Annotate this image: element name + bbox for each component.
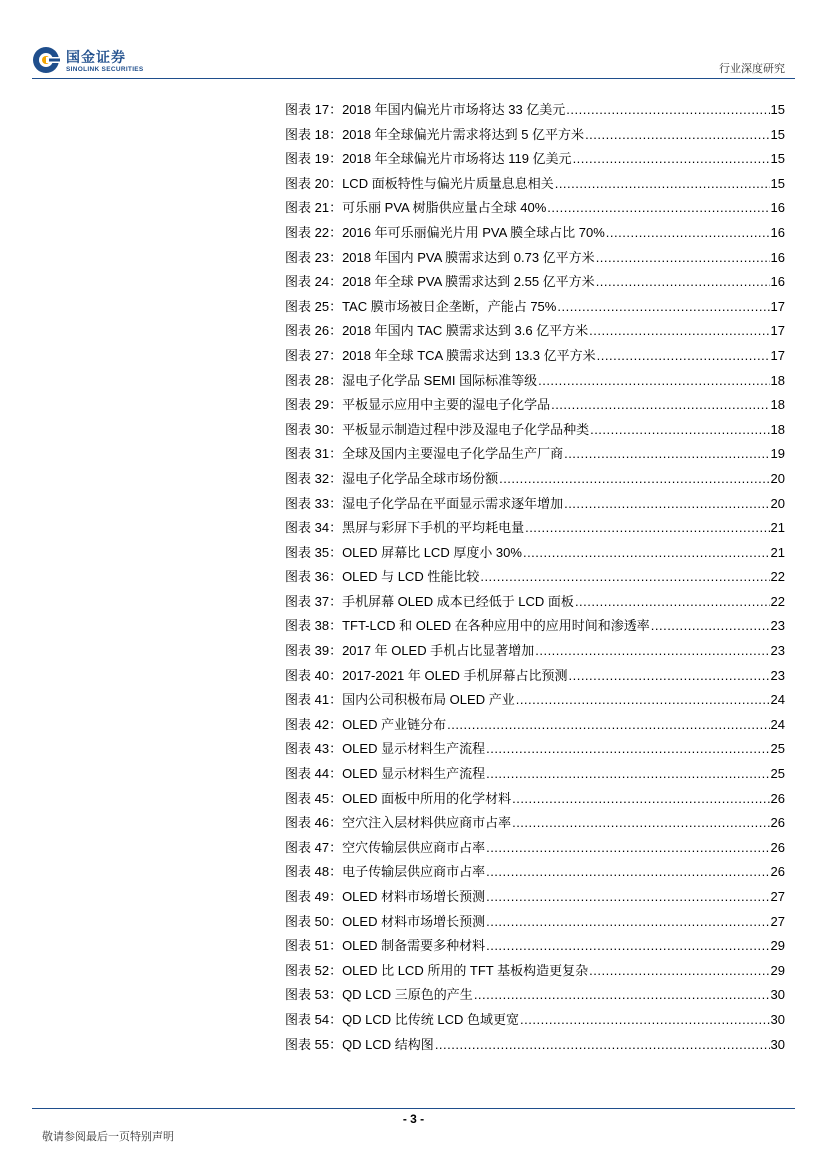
toc-entry-label: 图表 55：QD LCD 结构图 <box>285 1036 434 1052</box>
toc-entry-label: 图表 23：2018 年国内 PVA 膜需求达到 0.73 亿平方米 <box>285 249 595 265</box>
toc-leader-dots <box>573 147 770 172</box>
toc-entry[interactable] <box>285 787 785 812</box>
toc-leader-dots <box>589 319 769 344</box>
toc-leader-dots <box>516 688 770 713</box>
toc-entry-label: 图表 50：OLED 材料市场增长预测 <box>285 913 486 929</box>
toc-entry[interactable] <box>285 270 785 295</box>
toc-entry-label: 图表 52：OLED 比 LCD 所用的 TFT 基板构造更复杂 <box>285 962 589 978</box>
toc-leader-dots <box>447 713 769 738</box>
toc-entry-page: 25 <box>770 741 785 757</box>
toc-entry[interactable] <box>285 172 785 197</box>
company-logo <box>32 46 162 78</box>
toc-entry[interactable] <box>285 147 785 172</box>
toc-entry[interactable] <box>285 393 785 418</box>
toc-entry-label: 图表 20：LCD 面板特性与偏光片质量息息相关 <box>285 175 554 191</box>
toc-entry-label: 图表 30：平板显示制造过程中涉及湿电子化学品种类 <box>285 421 590 437</box>
header-divider <box>32 78 795 79</box>
toc-entry-page: 26 <box>770 790 785 806</box>
toc-leader-dots <box>512 787 769 812</box>
toc-entry-page: 15 <box>770 175 785 191</box>
toc-entry-label: 图表 40：2017-2021 年 OLED 手机屏幕占比预测 <box>285 667 568 683</box>
toc-leader-dots <box>606 221 770 246</box>
toc-entry[interactable] <box>285 369 785 394</box>
toc-leader-dots <box>564 492 769 517</box>
toc-entry-label: 图表 21：可乐丽 PVA 树脂供应量占全球 40% <box>285 200 547 216</box>
toc-leader-dots <box>499 467 769 492</box>
toc-entry-page: 16 <box>770 200 785 216</box>
toc-leader-dots <box>596 246 770 271</box>
toc-leader-dots <box>520 1008 769 1033</box>
toc-leader-dots <box>523 541 770 566</box>
report-type-label: 行业深度研究 <box>719 62 785 75</box>
toc-entry-page: 25 <box>770 766 785 782</box>
toc-leader-dots <box>535 639 769 664</box>
toc-entry-label: 图表 44：OLED 显示材料生产流程 <box>285 766 486 782</box>
toc-entry-label: 图表 24：2018 年全球 PVA 膜需求达到 2.55 亿平方米 <box>285 274 595 290</box>
toc-entry-label: 图表 35：OLED 屏幕比 LCD 厚度小 30% <box>285 544 522 560</box>
toc-entry-page: 16 <box>770 249 785 265</box>
toc-entry-label: 图表 41：国内公司积极布局 OLED 产业 <box>285 692 515 708</box>
page-number: - 3 - <box>402 1112 425 1126</box>
toc-leader-dots <box>547 196 769 221</box>
toc-entry-page: 29 <box>770 962 785 978</box>
toc-entry-label: 图表 39：2017 年 OLED 手机占比显著增加 <box>285 643 535 659</box>
toc-entry[interactable] <box>285 910 785 935</box>
logo-chinese-name: 国金证券 <box>66 50 126 66</box>
toc-entry-page: 29 <box>770 938 785 954</box>
toc-entry-page: 23 <box>770 618 785 634</box>
toc-entry-label: 图表 34：黑屏与彩屏下手机的平均耗电量 <box>285 520 525 536</box>
toc-leader-dots <box>486 885 769 910</box>
toc-entry-page: 16 <box>770 224 785 240</box>
toc-leader-dots <box>597 344 770 369</box>
toc-entry-page: 27 <box>770 889 785 904</box>
toc-entry-page: 26 <box>770 839 785 855</box>
toc-entry-page: 16 <box>770 274 785 290</box>
toc-entry-page: 17 <box>770 347 785 363</box>
toc-entry-label: 图表 32：湿电子化学品全球市场份额 <box>285 470 499 486</box>
toc-entry[interactable] <box>285 516 785 541</box>
toc-entry-page: 27 <box>770 913 785 929</box>
toc-entry[interactable] <box>285 123 785 148</box>
toc-entry-page: 22 <box>770 569 785 585</box>
toc-entry-label: 图表 37：手机屏幕 OLED 成本已经低于 LCD 面板 <box>285 593 574 609</box>
toc-entry[interactable] <box>285 467 785 492</box>
toc-entry[interactable] <box>285 196 785 221</box>
footer-disclaimer: 敬请参阅最后一页特别声明 <box>42 1130 174 1143</box>
toc-entry[interactable] <box>285 221 785 246</box>
toc-entry-label: 图表 33：湿电子化学品在平面显示需求逐年增加 <box>285 495 564 511</box>
toc-entry-page: 24 <box>770 716 785 732</box>
toc-leader-dots <box>596 270 770 295</box>
toc-leader-dots <box>486 934 769 959</box>
toc-leader-dots <box>585 123 769 148</box>
toc-entry[interactable] <box>285 811 785 836</box>
toc-entry[interactable] <box>285 664 785 689</box>
toc-entry[interactable] <box>285 713 785 738</box>
toc-entry-page: 20 <box>770 470 785 486</box>
footer-divider <box>32 1108 795 1109</box>
toc-entry-page: 23 <box>770 667 785 683</box>
toc-entry[interactable] <box>285 614 785 639</box>
toc-entry-label: 图表 54：QD LCD 比传统 LCD 色域更宽 <box>285 1011 520 1027</box>
toc-entry[interactable] <box>285 1008 785 1033</box>
toc-entry-page: 17 <box>770 323 785 339</box>
toc-entry-label: 图表 19：2018 年全球偏光片市场将达 119 亿美元 <box>285 151 572 167</box>
toc-entry[interactable] <box>285 639 785 664</box>
toc-leader-dots <box>566 98 769 123</box>
toc-entry-label: 图表 36：OLED 与 LCD 性能比较 <box>285 569 480 585</box>
toc-entry[interactable] <box>285 319 785 344</box>
toc-entry-page: 30 <box>770 1036 785 1052</box>
toc-entry-page: 18 <box>770 397 785 413</box>
toc-entry-page: 30 <box>770 1011 785 1027</box>
toc-leader-dots <box>555 172 770 197</box>
toc-entry-label: 图表 45：OLED 面板中所用的化学材料 <box>285 790 512 806</box>
toc-leader-dots <box>551 393 769 418</box>
toc-entry[interactable] <box>285 492 785 517</box>
toc-entry-page: 18 <box>770 421 785 437</box>
toc-entry-page: 15 <box>770 151 785 167</box>
toc-entry[interactable] <box>285 885 785 910</box>
toc-entry-label: 图表 28：湿电子化学品 SEMI 国际标准等级 <box>285 372 538 388</box>
toc-entry[interactable] <box>285 1033 785 1058</box>
toc-entry[interactable] <box>285 737 785 762</box>
toc-leader-dots <box>564 442 769 467</box>
toc-leader-dots <box>435 1033 770 1058</box>
toc-entry[interactable] <box>285 295 785 320</box>
toc-leader-dots <box>538 369 769 394</box>
toc-entry-page: 17 <box>770 298 785 314</box>
toc-entry[interactable] <box>285 246 785 271</box>
toc-entry-label: 图表 17：2018 年国内偏光片市场将达 33 亿美元 <box>285 102 566 117</box>
toc-entry-page: 15 <box>770 102 785 117</box>
toc-leader-dots <box>590 418 769 443</box>
toc-entry[interactable] <box>285 934 785 959</box>
toc-entry-label: 图表 48：电子传输层供应商市占率 <box>285 864 486 880</box>
toc-entry-page: 18 <box>770 372 785 388</box>
toc-leader-dots <box>486 860 769 885</box>
toc-leader-dots <box>557 295 769 320</box>
toc-entry[interactable] <box>285 688 785 713</box>
toc-entry-label: 图表 18：2018 年全球偏光片需求将达到 5 亿平方米 <box>285 126 585 142</box>
toc-leader-dots <box>525 516 769 541</box>
sinolink-logo-icon <box>32 46 60 74</box>
toc-entry[interactable] <box>285 590 785 615</box>
toc-entry-label: 图表 42：OLED 产业链分布 <box>285 716 447 732</box>
toc-leader-dots <box>575 590 770 615</box>
toc-entry-label: 图表 29：平板显示应用中主要的湿电子化学品 <box>285 397 551 413</box>
toc-leader-dots <box>486 762 769 787</box>
toc-entry[interactable] <box>285 762 785 787</box>
toc-leader-dots <box>486 836 769 861</box>
toc-entry[interactable] <box>285 860 785 885</box>
toc-entry[interactable] <box>285 418 785 443</box>
toc-entry-label: 图表 27：2018 年全球 TCA 膜需求达到 13.3 亿平方米 <box>285 347 596 363</box>
toc-entry-label: 图表 43：OLED 显示材料生产流程 <box>285 741 486 757</box>
toc-leader-dots <box>651 614 770 639</box>
toc-entry[interactable] <box>285 565 785 590</box>
toc-entry-page: 23 <box>770 643 785 659</box>
toc-entry-label: 图表 53：QD LCD 三原色的产生 <box>285 987 473 1003</box>
toc-entry-page: 21 <box>770 520 785 536</box>
toc-entry-page: 26 <box>770 815 785 831</box>
toc-entry-page: 26 <box>770 864 785 880</box>
toc-entry-label: 图表 47：空穴传输层供应商市占率 <box>285 839 486 855</box>
toc-entry[interactable] <box>285 983 785 1008</box>
toc-leader-dots <box>480 565 769 590</box>
toc-leader-dots <box>474 983 770 1008</box>
toc-entry-label: 图表 31：全球及国内主要湿电子化学品生产厂商 <box>285 446 564 462</box>
toc-entry-label: 图表 49：OLED 材料市场增长预测 <box>285 889 486 904</box>
toc-entry[interactable] <box>285 442 785 467</box>
toc-entry-page: 30 <box>770 987 785 1003</box>
toc-entry[interactable] <box>285 541 785 566</box>
toc-entry-page: 24 <box>770 692 785 708</box>
toc-leader-dots <box>486 910 769 935</box>
page-header <box>0 0 827 80</box>
toc-entry-label: 图表 38：TFT-LCD 和 OLED 在各种应用中的应用时间和渗透率 <box>285 618 650 634</box>
toc-entry[interactable] <box>285 98 785 123</box>
toc-entry[interactable] <box>285 836 785 861</box>
toc-entry-page: 22 <box>770 593 785 609</box>
toc-entry-page: 19 <box>770 446 785 462</box>
logo-english-name: SINOLINK SECURITIES <box>66 66 144 73</box>
toc-entry-label: 图表 46：空穴注入层材料供应商市占率 <box>285 815 512 831</box>
toc-entry-label: 图表 26：2018 年国内 TAC 膜需求达到 3.6 亿平方米 <box>285 323 589 339</box>
toc-entry-page: 20 <box>770 495 785 511</box>
toc-entry[interactable] <box>285 959 785 984</box>
toc-entry-label: 图表 22：2016 年可乐丽偏光片用 PVA 膜全球占比 70% <box>285 224 605 240</box>
figure-table-of-contents <box>285 98 785 1057</box>
toc-entry-page: 15 <box>770 126 785 142</box>
toc-leader-dots <box>512 811 769 836</box>
toc-leader-dots <box>589 959 769 984</box>
toc-leader-dots <box>486 737 769 762</box>
toc-entry-page: 21 <box>770 544 785 560</box>
toc-entry-label: 图表 51：OLED 制备需要多种材料 <box>285 938 486 954</box>
toc-entry[interactable] <box>285 344 785 369</box>
toc-leader-dots <box>568 664 769 689</box>
toc-entry-label: 图表 25：TAC 膜市场被日企垄断，产能占 75% <box>285 298 557 314</box>
